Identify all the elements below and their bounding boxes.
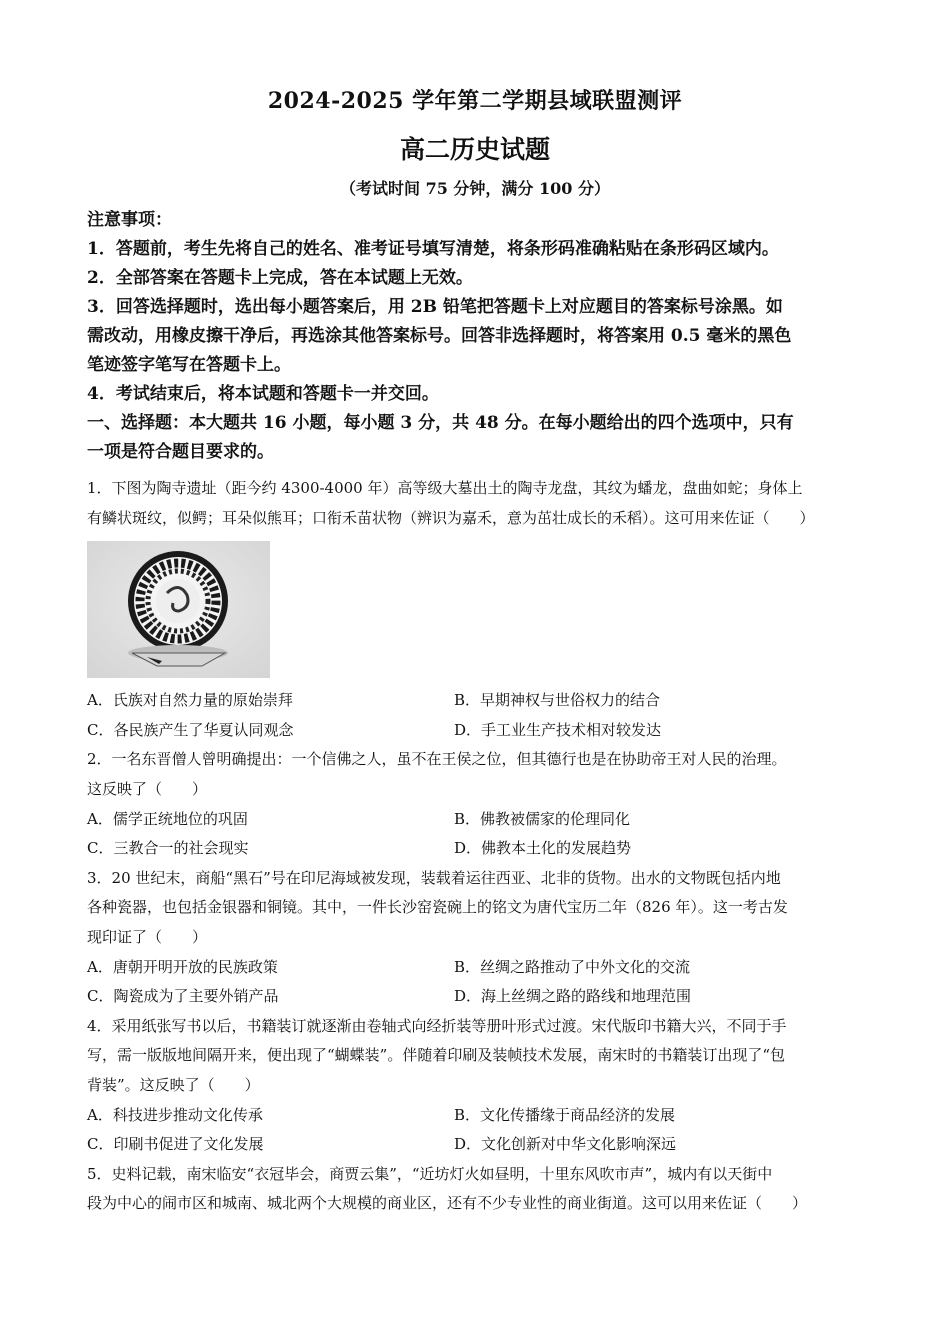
exam-title: 2024-2025 学年第二学期县域联盟测评: [267, 88, 683, 114]
question-4: [87, 1012, 867, 1160]
question-stem-line: 背装”。这反映了（ ）: [87, 1075, 260, 1094]
question-stem-line: 5．史料记载，南宋临安“衣冠毕会，商贾云集”，“近坊灯火如昼明，十里东风吹市声”，城内有以天街中: [87, 1164, 773, 1183]
option-d: D．文化创新对中华文化影响深远: [454, 1135, 677, 1154]
note-item: 需改动，用橡皮擦干净后，再选涂其他答案标号。回答非选择题时，将答案用 0.5 毫米的黑色: [87, 326, 792, 346]
dragon-plate-image: [87, 541, 270, 678]
exam-info: （考试时间 75 分钟，满分 100 分）: [340, 179, 610, 198]
option-d: D．海上丝绸之路的路线和地理范围: [454, 987, 692, 1006]
option-a: A．儒学正统地位的巩固: [87, 809, 248, 828]
notes-section: [87, 206, 867, 467]
option-d: D．佛教本土化的发展趋势: [454, 839, 632, 858]
option-b: B．文化传播缘于商品经济的发展: [454, 1105, 676, 1124]
option-c: C．各民族产生了华夏认同观念: [87, 720, 294, 739]
options: [87, 1101, 867, 1160]
section-heading-cont: 一项是符合题目要求的。: [87, 442, 274, 462]
option-b: B．早期神权与世俗权力的结合: [454, 691, 661, 710]
question-stem-line: 写，需一版版地间隔开来，便出现了“蝴蝶装”。伴随着印刷及装帧技术发展，南宋时的书籍装订出现了“包: [87, 1046, 786, 1065]
options: [87, 805, 867, 864]
question-3: [87, 864, 867, 1012]
option-a: A．唐朝开明开放的民族政策: [87, 957, 278, 976]
section-heading: 一、选择题：本大题共 16 小题，每小题 3 分，共 48 分。在每小题给出的四个选项中，只有: [87, 413, 794, 433]
question-stem-line: 段为中心的闹市区和城南、城北两个大规模的商业区，还有不少专业性的商业街道。这可以用来佐证（ ）: [87, 1194, 808, 1213]
option-a: A．氏族对自然力量的原始崇拜: [87, 691, 293, 710]
question-1: [87, 474, 867, 745]
question-stem-line: 4．采用纸张写书以后，书籍装订就逐渐由卷轴式向经折装等册叶形式过渡。宋代版印书籍大兴，不同于手: [87, 1016, 787, 1035]
note-item: 1．答题前，考生先将自己的姓名、准考证号填写清楚，将条形码准确粘贴在条形码区域内。: [87, 239, 779, 259]
option-b: B．丝绸之路推动了中外文化的交流: [454, 957, 691, 976]
note-item: 笔迹签字笔写在答题卡上。: [87, 355, 291, 375]
option-c: C．陶瓷成为了主要外销产品: [87, 987, 279, 1006]
subject-title: 高二历史试题: [399, 135, 550, 164]
notes-heading: 注意事项：: [87, 210, 172, 230]
question-stem-line: 各种瓷器，也包括金银器和铜镜。其中，一件长沙窑瓷碗上的铭文为唐代宝历二年（826 年）。这一考古发: [87, 898, 788, 917]
option-d: D．手工业生产技术相对较发达: [454, 720, 662, 739]
note-item: 4．考试结束后，将本试题和答题卡一并交回。: [87, 384, 439, 404]
note-item: 2．全部答案在答题卡上完成，答在本试题上无效。: [87, 268, 473, 288]
question-5: [87, 1160, 867, 1219]
option-c: C．印刷书促进了文化发展: [87, 1135, 264, 1154]
question-stem-line: 2．一名东晋僧人曾明确提出：一个信佛之人，虽不在王侯之位，但其德行也是在协助帝王对人民的治理。: [87, 750, 787, 769]
question-stem-line: 这反映了（ ）: [87, 779, 208, 798]
question-stem-line: 1．下图为陶寺遗址（距今约 4300-4000 年）高等级大墓出土的陶寺龙盘，其纹为蟠龙，盘曲如蛇；身体上: [87, 479, 803, 497]
questions: [87, 474, 867, 1219]
option-b: B．佛教被儒家的伦理同化: [454, 809, 631, 828]
option-a: A．科技进步推动文化传承: [87, 1105, 263, 1124]
options: [87, 953, 867, 1012]
question-stem-line: 现印证了（ ）: [87, 927, 208, 946]
question-stem-line: 有鳞状斑纹，似鳄；耳朵似熊耳；口衔禾苗状物（辨识为嘉禾，意为茁壮成长的禾稻）。这可用来佐证（ ）: [87, 508, 815, 527]
question-stem-line: 3．20 世纪末，商船“黑石”号在印尼海域被发现，装载着运往西亚、北非的货物。出水的文物既包括内地: [87, 868, 781, 887]
options: [87, 686, 867, 745]
option-c: C．三教合一的社会现实: [87, 839, 249, 858]
note-item: 3．回答选择题时，选出每小题答案后，用 2B 铅笔把答题卡上对应题目的答案标号涂黑。如: [87, 297, 783, 317]
question-2: [87, 745, 867, 863]
